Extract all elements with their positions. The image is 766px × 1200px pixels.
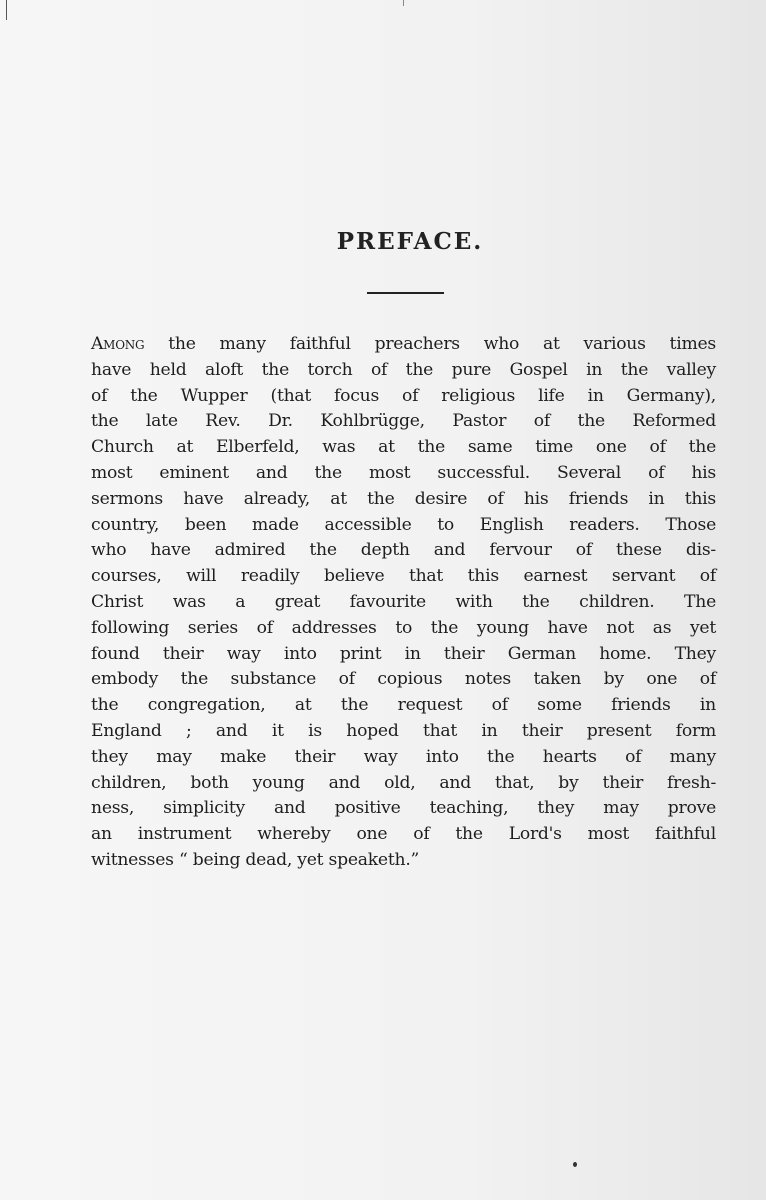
- text-line: of the Wupper (that focus of religious life in Germany),: [91, 385, 716, 406]
- text-line: most eminent and the most successful. Several of his: [91, 462, 716, 483]
- text-line: England ; and it is hoped that in their present form: [91, 720, 716, 741]
- text-line: the late Rev. Dr. Kohlbrügge, Pastor of the Reformed: [91, 411, 716, 432]
- text-line: the congregation, at the request of some friends in: [91, 695, 716, 716]
- preface-heading: PREFACE.: [336, 228, 484, 255]
- top-mark: [403, 0, 404, 6]
- text-line: children, both young and old, and that, by their fresh-: [91, 772, 716, 793]
- text-line: Among the many faithful preachers who at various times: [91, 334, 716, 354]
- text-line: following series of addresses to the young have not as yet: [91, 617, 716, 638]
- text-line: country, been made accessible to English readers. Those: [91, 514, 716, 535]
- text-line: ness, simplicity and positive teaching, they may prove: [91, 798, 716, 819]
- heading-rule: [367, 292, 444, 294]
- text-line: have held aloft the torch of the pure Gospel in the valley: [91, 359, 716, 380]
- text-line: courses, will readily believe that this earnest servant of: [91, 566, 716, 587]
- text-line: sermons have already, at the desire of his friends in this: [91, 488, 716, 509]
- text-line: Christ was a great favourite with the children. The: [91, 591, 716, 612]
- preface-paragraph: [91, 332, 716, 874]
- text-line: found their way into print in their German home. They: [91, 643, 716, 664]
- text-line: Church at Elberfeld, was at the same time one of the: [91, 437, 716, 458]
- page-edge-mark: [6, 0, 7, 20]
- text-line: witnesses “ being dead, yet speaketh.”: [91, 849, 420, 870]
- text-line: they may make their way into the hearts of many: [91, 746, 716, 767]
- text-line: who have admired the depth and fervour of these dis-: [91, 540, 716, 561]
- text-line: embody the substance of copious notes taken by one of: [91, 669, 716, 690]
- text-line: an instrument whereby one of the Lord's most faithful: [91, 824, 716, 845]
- ink-speck: [573, 1162, 577, 1167]
- drop-word: Among: [91, 334, 145, 354]
